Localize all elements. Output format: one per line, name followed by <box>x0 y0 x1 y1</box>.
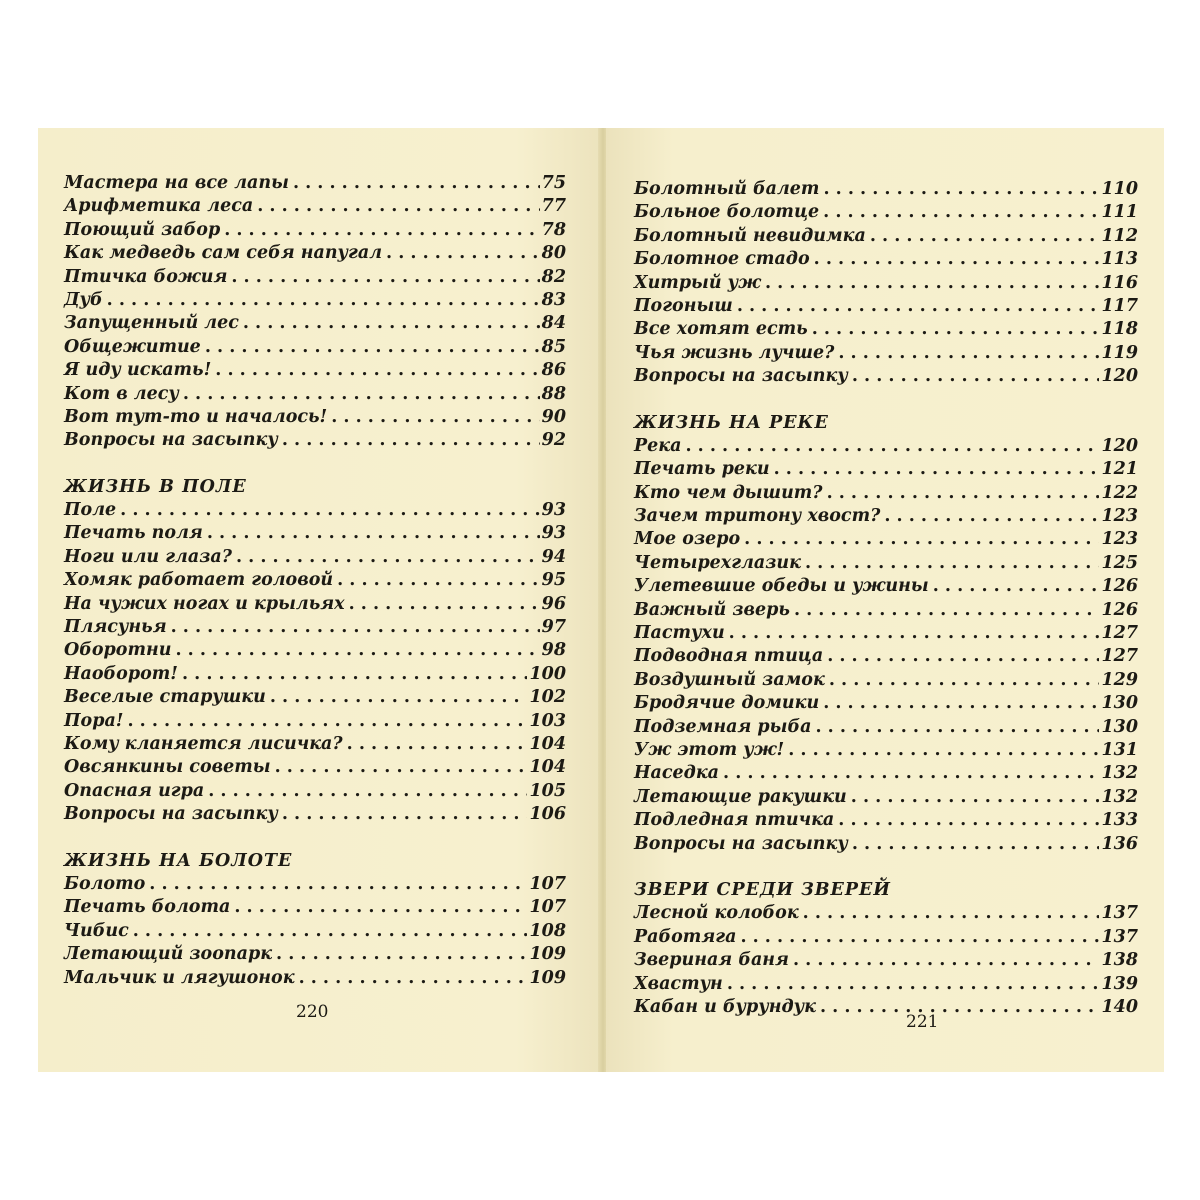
toc-entry <box>64 336 566 359</box>
toc-entry-page: 104 <box>529 733 566 754</box>
toc-entry-title: Запущенный лес <box>64 313 239 334</box>
toc-entry-title: Болотный балет <box>634 179 820 199</box>
toc-entry <box>634 225 1138 248</box>
toc-entry-title: Кабан и бурундук <box>634 996 816 1017</box>
dot-leader <box>823 692 1099 715</box>
dot-leader <box>149 873 527 896</box>
toc-entry-title: Наоборот! <box>64 663 178 684</box>
toc-entry-page: 110 <box>1101 179 1138 199</box>
dot-leader <box>812 318 1100 341</box>
toc-entry <box>634 482 1138 505</box>
toc-entry <box>634 318 1138 341</box>
dot-leader <box>794 599 1100 622</box>
toc-entry <box>634 762 1138 785</box>
toc-entry-title: Веселые старушки <box>64 687 266 708</box>
toc-entry <box>64 406 566 429</box>
toc-entry-title: Работяга <box>634 926 737 947</box>
dot-leader <box>270 686 528 709</box>
toc-entry <box>64 359 566 382</box>
toc-entry-title: Больное болотце <box>634 202 820 223</box>
dot-leader <box>215 359 539 382</box>
toc-entry-title: Кто чем дышит? <box>634 482 823 503</box>
toc-entry-page: 86 <box>541 360 566 381</box>
toc-entry-page: 100 <box>529 663 566 684</box>
toc-entry <box>64 967 566 990</box>
toc-entry-page: 85 <box>541 336 566 357</box>
toc-entry-title: Хомяк работает головой <box>64 570 334 591</box>
toc-entry-page: 130 <box>1101 716 1138 737</box>
toc-entry <box>634 692 1138 715</box>
toc-entry <box>634 973 1138 996</box>
toc-entry-title: Воздушный замок <box>634 669 825 690</box>
toc-entry-page: 136 <box>1101 833 1138 854</box>
toc-entry <box>64 383 566 406</box>
toc-entry <box>64 522 566 545</box>
toc-entry-page: 122 <box>1101 482 1138 503</box>
toc-entry-title: Хвастун <box>634 973 723 994</box>
toc-entry-title: Печать поля <box>64 523 203 544</box>
dot-leader <box>803 902 1100 925</box>
dot-leader <box>884 505 1099 528</box>
toc-entry-title: Улетевшие обеды и ужины <box>634 576 929 597</box>
toc-entry-title: Наседка <box>634 763 720 784</box>
toc-entry-title: Погоныш <box>634 295 733 316</box>
section-heading: ЗВЕРИ СРЕДИ ЗВЕРЕЙ <box>634 879 891 900</box>
toc-entry-title: Печать болота <box>64 897 231 918</box>
toc-entry-page: 109 <box>529 967 566 988</box>
toc-entry-page: 77 <box>541 196 566 217</box>
section-heading: ЖИЗНЬ НА БОЛОТЕ <box>64 850 293 871</box>
dot-leader <box>823 178 1099 201</box>
book-spread <box>38 128 1164 1072</box>
toc-entry-page: 140 <box>1101 996 1138 1017</box>
toc-entry-page: 82 <box>541 266 566 287</box>
dot-leader <box>838 342 1099 365</box>
toc-entry-page: 83 <box>541 289 566 310</box>
toc-entry <box>64 172 566 195</box>
toc-entry <box>64 569 566 592</box>
toc-entry-title: Оборотни <box>64 640 172 661</box>
toc-entry <box>634 622 1138 645</box>
toc-entry-page: 132 <box>1101 786 1138 807</box>
left-toc-column <box>64 172 566 990</box>
toc-entry-title: Вопросы на засыпку <box>64 804 278 825</box>
dot-leader <box>727 973 1100 996</box>
toc-entry-page: 137 <box>1101 926 1138 947</box>
toc-entry <box>634 599 1138 622</box>
toc-entry <box>64 195 566 218</box>
dot-leader <box>814 248 1100 271</box>
toc-entry-page: 121 <box>1101 459 1138 480</box>
toc-entry-title: Поле <box>64 500 117 521</box>
right-page <box>606 128 1164 1072</box>
toc-entry <box>634 575 1138 598</box>
dot-leader <box>815 716 1099 739</box>
toc-entry-title: Вот тут-то и началось! <box>64 406 328 427</box>
toc-entry <box>64 873 566 896</box>
toc-entry-title: Птичка божия <box>64 266 228 287</box>
toc-entry-title: Чья жизнь лучше? <box>634 342 835 363</box>
toc-entry-title: Дуб <box>64 289 103 310</box>
toc-entry <box>634 739 1138 762</box>
dot-leader <box>231 266 539 289</box>
dot-leader <box>299 967 528 990</box>
page-number-right: 221 <box>906 1012 939 1032</box>
toc-entry <box>64 686 566 709</box>
toc-entry-page: 111 <box>1101 202 1138 223</box>
toc-entry-title: Мастера на все лапы <box>64 173 289 193</box>
toc-entry <box>634 458 1138 481</box>
dot-leader <box>723 762 1099 785</box>
toc-entry-title: Поющий забор <box>64 219 221 240</box>
toc-entry-title: Мальчик и лягушонок <box>64 967 295 988</box>
toc-entry <box>634 248 1138 271</box>
toc-entry-title: Арифметика леса <box>64 196 254 217</box>
toc-entry-page: 103 <box>529 710 566 731</box>
toc-entry-title: Мое озеро <box>634 529 741 550</box>
dot-leader <box>282 429 540 452</box>
dot-leader <box>827 645 1099 668</box>
toc-entry-page: 129 <box>1101 669 1138 690</box>
toc-entry <box>64 920 566 943</box>
toc-entry-title: Вопросы на засыпку <box>634 366 848 387</box>
dot-leader <box>820 996 1100 1019</box>
toc-entry <box>64 219 566 242</box>
dot-leader <box>205 336 540 359</box>
toc-entry-page: 120 <box>1101 366 1138 387</box>
toc-entry-page: 139 <box>1101 973 1138 994</box>
dot-leader <box>183 383 540 406</box>
toc-entry-title: Вопросы на засыпку <box>64 430 278 451</box>
dot-leader <box>276 943 527 966</box>
toc-entry-page: 75 <box>541 173 566 193</box>
toc-entry-title: Ноги или глаза? <box>64 546 232 567</box>
toc-entry-title: Важный зверь <box>634 599 790 620</box>
toc-entry <box>634 552 1138 575</box>
dot-leader <box>685 435 1099 458</box>
toc-entry-title: Подледная птичка <box>634 810 835 831</box>
dot-leader <box>282 803 528 826</box>
dot-leader <box>175 639 539 662</box>
toc-entry-page: 97 <box>541 617 566 638</box>
toc-entry-title: Бродячие домики <box>634 693 820 714</box>
toc-entry-page: 107 <box>529 873 566 894</box>
toc-entry-page: 78 <box>541 219 566 240</box>
toc-entry-page: 112 <box>1101 225 1138 246</box>
left-page <box>38 128 600 1072</box>
toc-entry <box>634 949 1138 972</box>
toc-entry <box>634 926 1138 949</box>
toc-entry <box>64 663 566 686</box>
dot-leader <box>224 219 539 242</box>
toc-entry-page: 95 <box>541 570 566 591</box>
dot-leader <box>793 949 1099 972</box>
toc-entry-page: 96 <box>541 593 566 614</box>
toc-entry-title: Зачем тритону хвост? <box>634 506 881 527</box>
dot-leader <box>257 195 539 218</box>
dot-leader <box>737 295 1100 318</box>
toc-entry-title: Хитрый уж <box>634 272 761 293</box>
dot-leader <box>852 365 1100 388</box>
dot-leader <box>827 482 1100 505</box>
dot-leader <box>107 289 540 312</box>
toc-entry <box>64 242 566 265</box>
toc-entry <box>64 780 566 803</box>
toc-entry <box>634 201 1138 224</box>
dot-leader <box>349 593 540 616</box>
toc-entry-title: На чужих ногах и крыльях <box>64 593 345 614</box>
page-number-left: 220 <box>296 1002 329 1022</box>
dot-leader <box>347 733 528 756</box>
dot-leader <box>729 622 1100 645</box>
toc-entry-title: Печать реки <box>634 459 770 480</box>
dot-leader <box>774 458 1100 481</box>
dot-leader <box>182 663 528 686</box>
dot-leader <box>823 201 1099 224</box>
toc-entry-title: Кот в лесу <box>64 383 179 404</box>
toc-entry <box>634 786 1138 809</box>
toc-entry-title: Пора! <box>64 710 124 731</box>
toc-entry <box>634 528 1138 551</box>
dot-leader <box>208 780 527 803</box>
toc-entry <box>634 365 1138 388</box>
dot-leader <box>851 786 1100 809</box>
toc-entry-page: 94 <box>541 546 566 567</box>
toc-entry-page: 84 <box>541 313 566 334</box>
toc-entry <box>64 266 566 289</box>
toc-entry <box>634 902 1138 925</box>
dot-leader <box>337 569 540 592</box>
dot-leader <box>293 172 540 195</box>
dot-leader <box>120 499 539 522</box>
toc-entry <box>634 716 1138 739</box>
toc-entry <box>64 616 566 639</box>
toc-entry-page: 113 <box>1101 249 1138 270</box>
toc-entry-page: 130 <box>1101 693 1138 714</box>
toc-entry-title: Болотное стадо <box>634 249 810 270</box>
toc-entry <box>634 342 1138 365</box>
section-heading: ЖИЗНЬ НА РЕКЕ <box>634 412 829 433</box>
toc-entry-page: 98 <box>541 640 566 661</box>
toc-entry-title: Уж этот уж! <box>634 739 785 760</box>
toc-entry-page: 93 <box>541 523 566 544</box>
toc-entry-page: 126 <box>1101 576 1138 597</box>
dot-leader <box>127 710 527 733</box>
toc-entry-title: Чибис <box>64 920 129 941</box>
toc-entry-title: Подводная птица <box>634 646 824 667</box>
dot-leader <box>386 242 540 265</box>
toc-entry-title: Летающие ракушки <box>634 786 847 807</box>
toc-entry-page: 127 <box>1101 646 1138 667</box>
toc-entry-title: Звериная баня <box>634 950 789 971</box>
toc-entry-page: 125 <box>1101 552 1138 573</box>
dot-leader <box>171 616 540 639</box>
toc-entry <box>64 593 566 616</box>
toc-entry-title: Подземная рыба <box>634 716 812 737</box>
toc-entry-page: 118 <box>1101 319 1138 340</box>
toc-entry-page: 106 <box>529 804 566 825</box>
dot-leader <box>852 833 1100 856</box>
toc-entry <box>64 896 566 919</box>
toc-entry-page: 132 <box>1101 763 1138 784</box>
toc-entry <box>64 546 566 569</box>
toc-entry <box>634 272 1138 295</box>
section-heading: ЖИЗНЬ В ПОЛЕ <box>64 476 247 497</box>
toc-entry-page: 92 <box>541 430 566 451</box>
toc-entry-title: Вопросы на засыпку <box>634 833 848 854</box>
toc-entry-title: Плясунья <box>64 617 167 638</box>
dot-leader <box>829 669 1100 692</box>
toc-entry-page: 123 <box>1101 506 1138 527</box>
toc-entry-title: Болото <box>64 873 146 894</box>
toc-entry-title: Овсянкины советы <box>64 757 271 778</box>
toc-entry <box>634 505 1138 528</box>
toc-entry-title: Я иду искать! <box>64 360 212 381</box>
dot-leader <box>243 312 540 335</box>
toc-entry <box>634 295 1138 318</box>
toc-entry-page: 105 <box>529 780 566 801</box>
toc-entry <box>634 996 1138 1019</box>
dot-leader <box>805 552 1100 575</box>
toc-entry-title: Болотный невидимка <box>634 225 866 246</box>
toc-entry-page: 120 <box>1101 435 1138 456</box>
toc-entry-page: 126 <box>1101 599 1138 620</box>
toc-entry <box>634 833 1138 856</box>
dot-leader <box>870 225 1100 248</box>
toc-entry-page: 88 <box>541 383 566 404</box>
toc-entry-title: Река <box>634 435 682 456</box>
toc-entry <box>634 669 1138 692</box>
dot-leader <box>275 756 528 779</box>
toc-entry <box>64 756 566 779</box>
toc-entry-title: Кому кланяется лисичка? <box>64 733 343 754</box>
dot-leader <box>207 522 540 545</box>
right-toc-column <box>634 178 1138 1019</box>
toc-entry-title: Лесной колобок <box>634 903 799 924</box>
toc-entry-page: 93 <box>541 500 566 521</box>
toc-entry-title: Четырехглазик <box>634 552 801 573</box>
toc-entry-page: 116 <box>1101 272 1138 293</box>
toc-entry-title: Опасная игра <box>64 780 205 801</box>
toc-entry-page: 90 <box>541 406 566 427</box>
toc-entry-page: 108 <box>529 920 566 941</box>
toc-entry-title: Общежитие <box>64 336 201 357</box>
toc-entry <box>634 435 1138 458</box>
toc-entry <box>64 429 566 452</box>
dot-leader <box>133 920 528 943</box>
dot-leader <box>765 272 1099 295</box>
toc-entry <box>634 178 1138 201</box>
toc-entry <box>64 733 566 756</box>
toc-entry-title: Пастухи <box>634 623 725 644</box>
toc-entry-page: 138 <box>1101 950 1138 971</box>
toc-entry-page: 104 <box>529 757 566 778</box>
dot-leader <box>236 546 540 569</box>
toc-entry-page: 119 <box>1101 342 1138 363</box>
toc-entry-title: Летающий зоопарк <box>64 944 273 965</box>
toc-entry <box>64 943 566 966</box>
toc-entry-page: 137 <box>1101 903 1138 924</box>
dot-leader <box>933 575 1100 598</box>
toc-entry <box>64 803 566 826</box>
toc-entry-title: Все хотят есть <box>634 319 808 340</box>
toc-entry-page: 109 <box>529 944 566 965</box>
dot-leader <box>331 406 539 429</box>
toc-entry-page: 127 <box>1101 623 1138 644</box>
toc-entry-page: 80 <box>541 243 566 264</box>
toc-entry <box>64 289 566 312</box>
toc-entry <box>64 312 566 335</box>
dot-leader <box>234 896 527 919</box>
toc-entry-page: 117 <box>1101 295 1138 316</box>
toc-entry-page: 133 <box>1101 810 1138 831</box>
toc-entry <box>64 710 566 733</box>
toc-entry-page: 102 <box>529 687 566 708</box>
toc-entry <box>64 499 566 522</box>
toc-entry-page: 131 <box>1101 739 1138 760</box>
toc-entry-page: 123 <box>1101 529 1138 550</box>
toc-entry <box>64 639 566 662</box>
toc-entry-page: 107 <box>529 897 566 918</box>
toc-entry <box>634 645 1138 668</box>
dot-leader <box>838 809 1099 832</box>
dot-leader <box>788 739 1099 762</box>
dot-leader <box>744 528 1099 551</box>
toc-entry-title: Как медведь сам себя напугал <box>64 243 383 264</box>
toc-entry <box>634 809 1138 832</box>
dot-leader <box>740 926 1099 949</box>
